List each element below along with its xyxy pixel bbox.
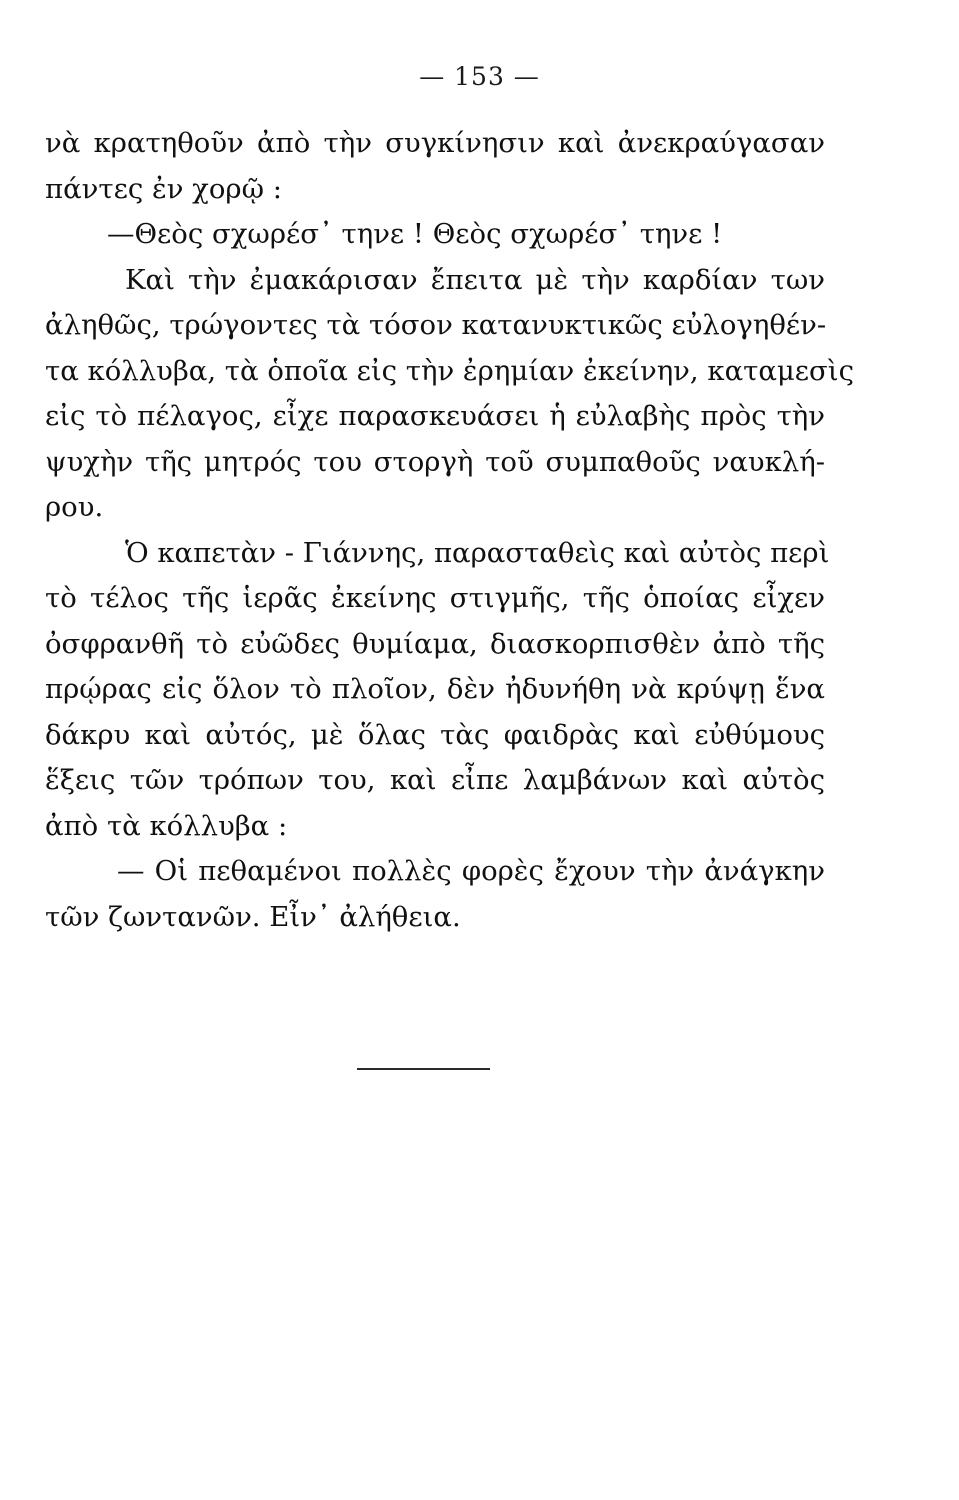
text-line: εἰς τὸ πέλαγος, εἶχε παρασκευάσει ἡ εὐλαβὴς πρὸς τὴν — [45, 400, 825, 432]
text-line: — Οἱ πεθαμένοι πολλὲς φορὲς ἔχουν τὴν ἀνάγκην — [117, 855, 825, 887]
text-line: ὀσφρανθῆ τὸ εὐῶδες θυμίαμα, διασκορπισθὲν ἀπὸ τῆς — [45, 627, 825, 660]
text-line: πάντες ἐν χορῷ : — [45, 172, 282, 205]
text-line: τα κόλλυβα, τὰ ὁποῖα εἰς τὴν ἐρημίαν ἐκείνην, καταμεσὶς — [45, 354, 854, 387]
text-line: δάκρυ καὶ αὐτός, μὲ ὅλας τὰς φαιδρὰς καὶ εὐθύμους — [45, 718, 825, 751]
text-line: ἀπὸ τὰ κόλλυβα : — [45, 809, 288, 842]
text-line: —Θεὸς σχωρέσ᾽ τηνε ! Θεὸς σχωρέσ᾽ τηνε ! — [107, 218, 723, 250]
paragraph-first-line: Ὁ καπετὰν - Γιάννης, παρασταθεὶς καὶ αὐτὸς περὶ — [125, 536, 830, 569]
text-line: τὸ τέλος τῆς ἱερᾶς ἐκείνης στιγμῆς, τῆς ὁποίας εἶχεν — [45, 582, 825, 614]
body-text — [45, 121, 854, 940]
text-line: πρῴρας εἰς ὅλον τὸ πλοῖον, δὲν ἠδυνήθη νὰ κρύψῃ ἕνα — [45, 673, 825, 705]
paragraph-first-line: Καὶ τὴν ἐμακάρισαν ἔπειτα μὲ τὴν καρδίαν των — [125, 263, 825, 296]
text-line: ἕξεις τῶν τρόπων του, καὶ εἶπε λαμβάνων καὶ αὐτὸς — [45, 764, 825, 796]
text-line: ἀληθῶς, τρώγοντες τὰ τόσον κατανυκτικῶς εὐλογηθέν- — [45, 309, 827, 341]
page-number: — 153 — — [419, 62, 540, 91]
section-end-rule — [357, 1068, 490, 1070]
text-line: ψυχὴν τῆς μητρός του στοργὴ τοῦ συμπαθοῦς ναυκλή- — [45, 445, 825, 478]
text-line: ρου. — [45, 491, 104, 523]
text-line: νὰ κρατηθοῦν ἀπὸ τὴν συγκίνησιν καὶ ἀνεκραύγασαν — [45, 127, 825, 159]
text-line: τῶν ζωντανῶν. Εἶν᾽ ἀλήθεια. — [45, 900, 461, 933]
